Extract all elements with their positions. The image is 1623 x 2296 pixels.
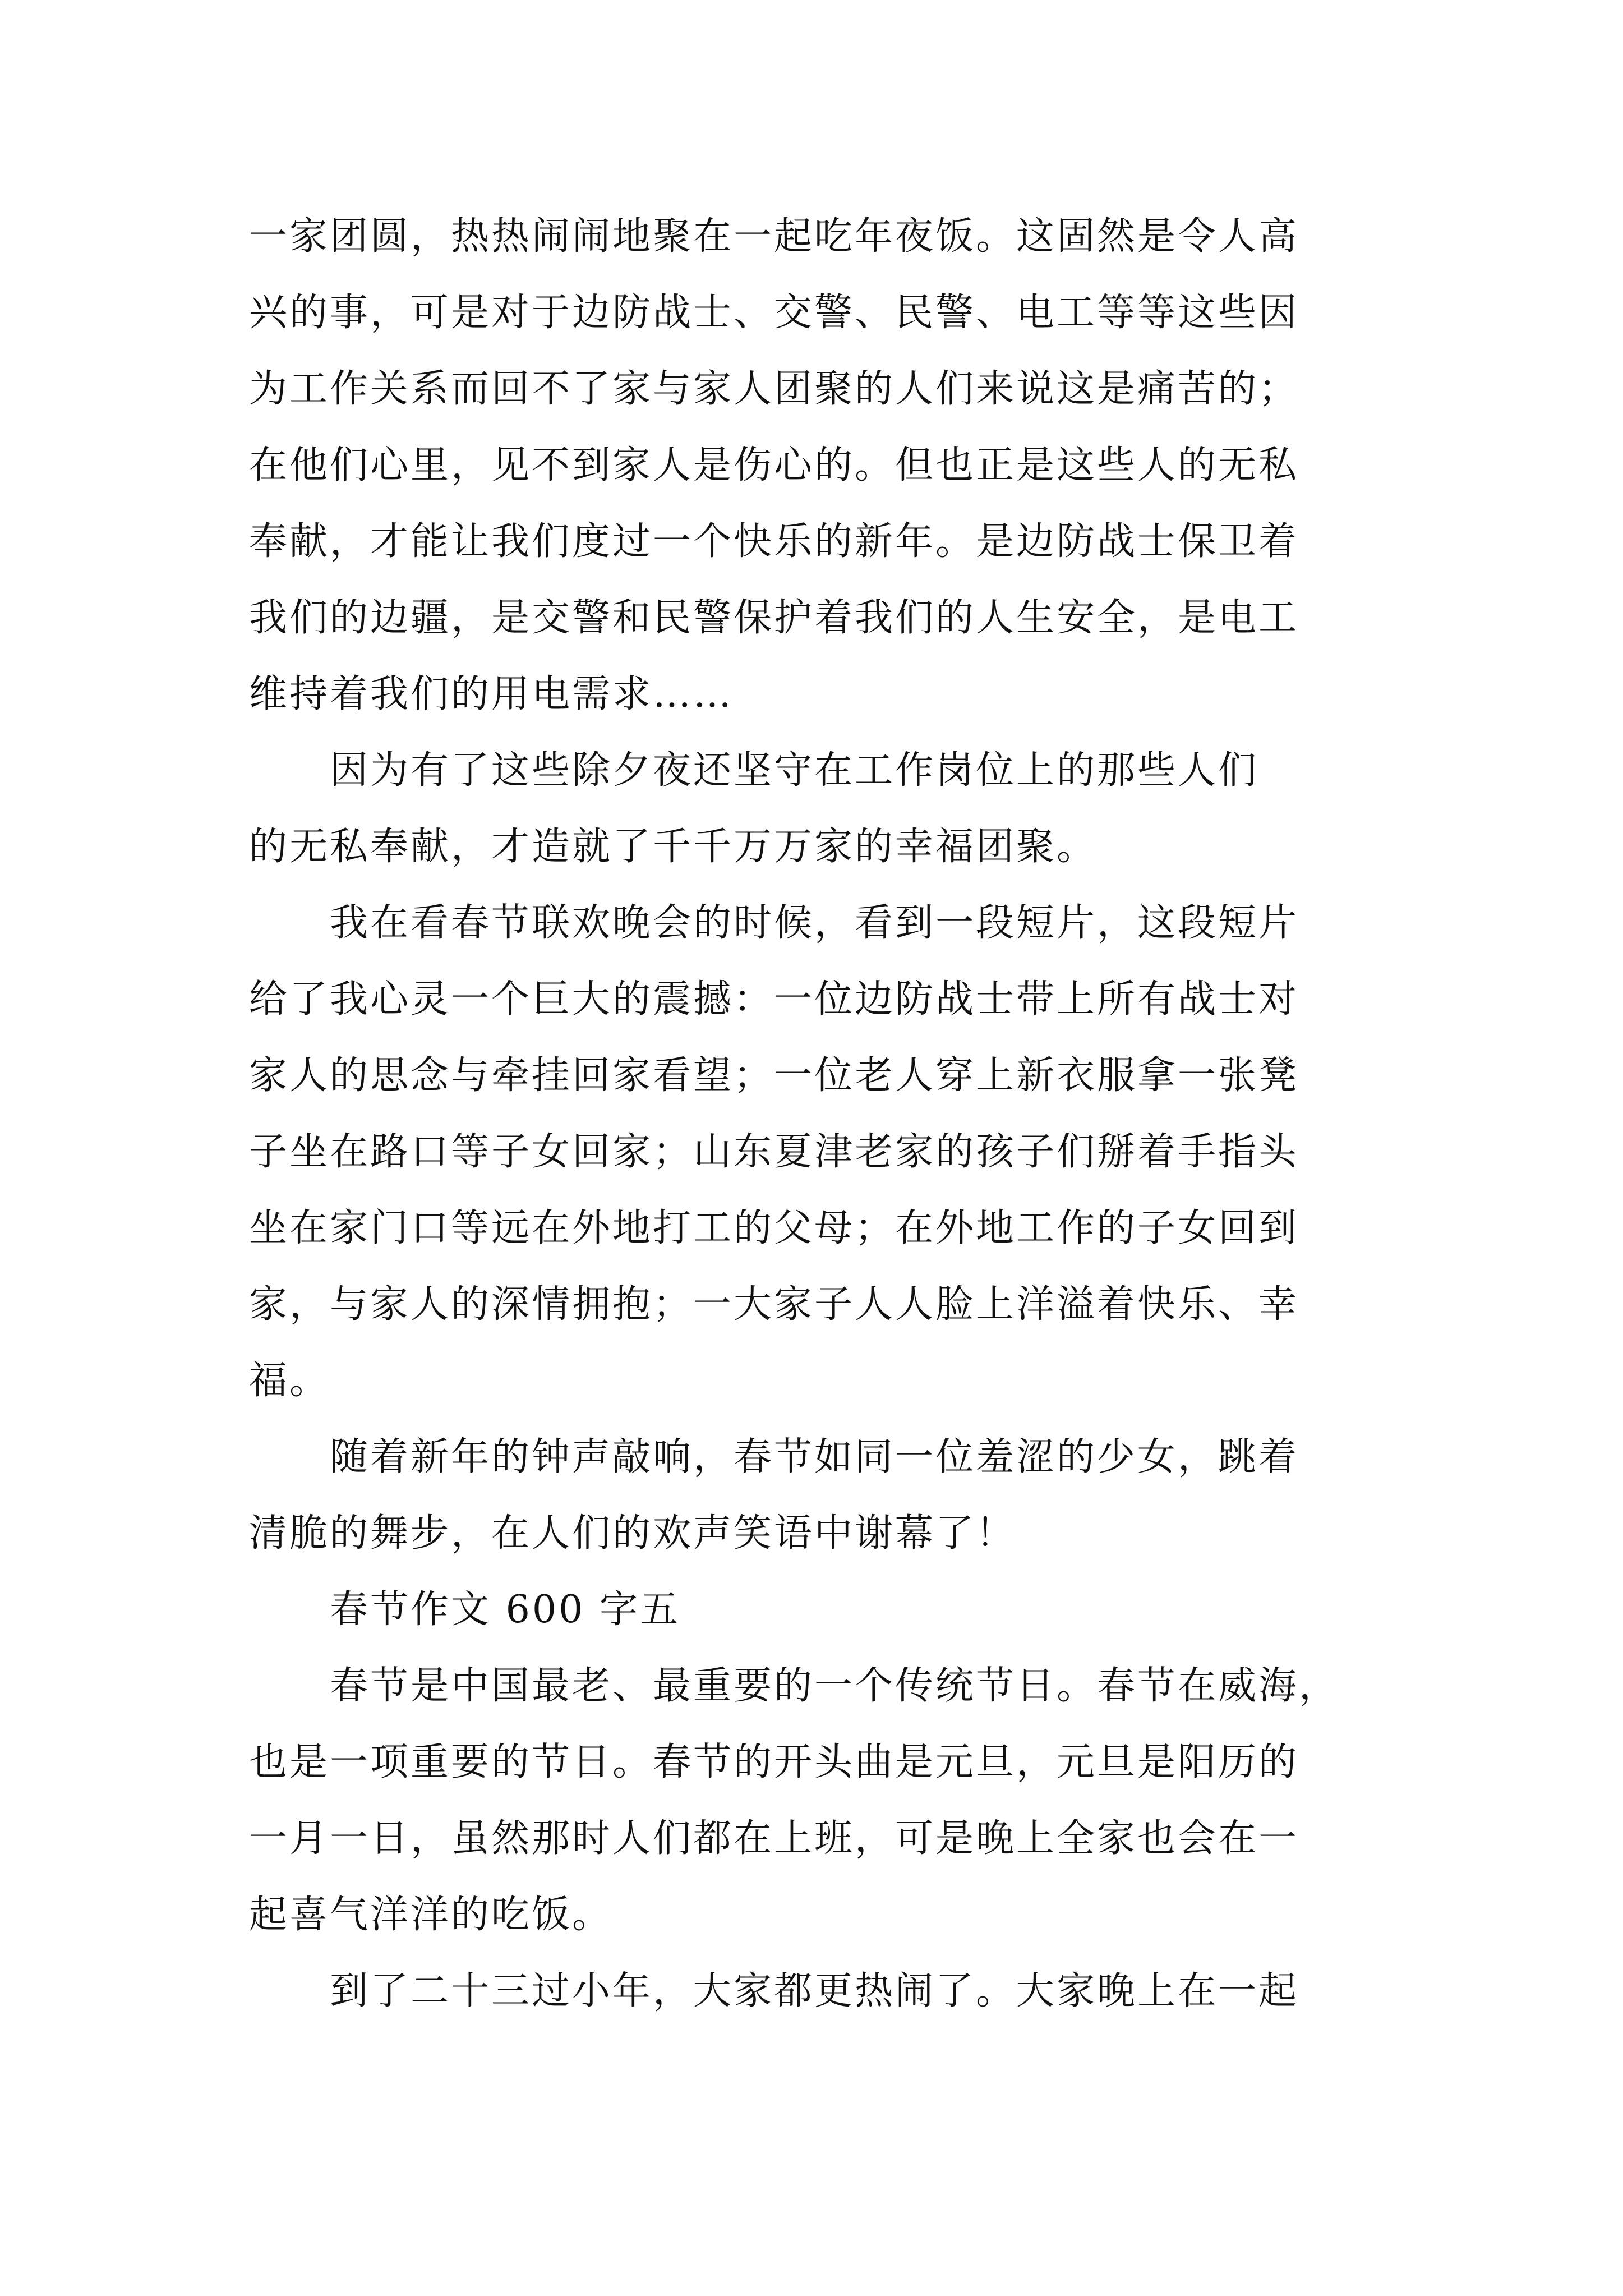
text-line: 家，与家人的深情拥抱；一大家子人人脸上洋溢着快乐、幸 xyxy=(249,1282,1299,1327)
paragraph-3 xyxy=(249,885,1393,1419)
text-line: 一家团圆，热热闹闹地聚在一起吃年夜饭。这固然是令人高 xyxy=(249,214,1299,259)
text-line: 起喜气洋洋的吃饭。 xyxy=(249,1893,613,1937)
text-line: 清脆的舞步，在人们的欢声笑语中谢幕了！ xyxy=(249,1511,1017,1556)
text-line: 因为有了这些除夕夜还坚守在工作岗位上的那些人们 xyxy=(330,748,1259,793)
heading-text: 春节作文 600 字五 xyxy=(330,1588,681,1632)
text-line: 春节是中国最老、最重要的一个传统节日。春节在威海， xyxy=(330,1664,1340,1708)
paragraph-2 xyxy=(249,733,1393,885)
text-line: 在他们心里，见不到家人是伤心的。但也正是这些人的无私 xyxy=(249,443,1299,487)
text-line: 家人的思念与牵挂回家看望；一位老人穿上新衣服拿一张凳 xyxy=(249,1053,1299,1098)
text-line: 也是一项重要的节日。春节的开头曲是元旦，元旦是阳历的 xyxy=(249,1740,1299,1784)
text-line: 随着新年的钟声敲响，春节如同一位羞涩的少女，跳着 xyxy=(330,1435,1299,1479)
text-line: 子坐在路口等子女回家；山东夏津老家的孩子们掰着手指头 xyxy=(249,1130,1299,1174)
essay-body xyxy=(249,199,1393,2030)
text-line: 我们的边疆，是交警和民警保护着我们的人生安全，是电工 xyxy=(249,596,1299,640)
text-line: 我在看春节联欢晚会的时候，看到一段短片，这段短片 xyxy=(330,901,1299,945)
text-line: 坐在家门口等远在外地打工的父母；在外地工作的子女回到 xyxy=(249,1206,1299,1250)
text-line: 的无私奉献，才造就了千千万万家的幸福团聚。 xyxy=(249,825,1098,869)
text-line: 为工作关系而回不了家与家人团聚的人们来说这是痛苦的； xyxy=(249,367,1299,411)
section-heading xyxy=(249,1572,1393,1648)
text-line: 兴的事，可是对于边防战士、交警、民警、电工等等这些因 xyxy=(249,291,1299,335)
text-line: 奉献，才能让我们度过一个快乐的新年。是边防战士保卫着 xyxy=(249,519,1299,564)
paragraph-4 xyxy=(249,1419,1393,1572)
text-line: 到了二十三过小年，大家都更热闹了。大家晚上在一起 xyxy=(330,1969,1299,2013)
paragraph-6 xyxy=(249,1953,1393,2030)
text-line: 维持着我们的用电需求…… xyxy=(249,672,734,716)
text-line: 给了我心灵一个巨大的震撼：一位边防战士带上所有战士对 xyxy=(249,977,1299,1022)
text-line: 一月一日，虽然那时人们都在上班，可是晚上全家也会在一 xyxy=(249,1816,1299,1861)
paragraph-1 xyxy=(249,199,1393,733)
text-line: 福。 xyxy=(249,1359,330,1403)
paragraph-5 xyxy=(249,1648,1393,1953)
